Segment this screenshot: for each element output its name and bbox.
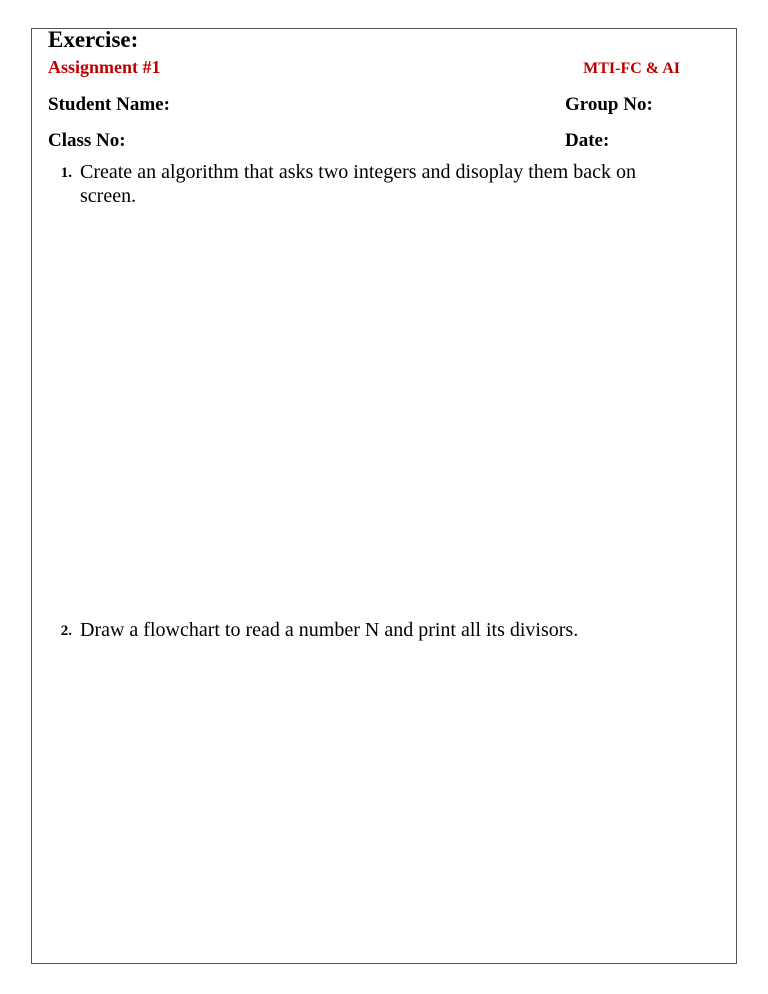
question-1-number: 1. bbox=[60, 165, 72, 181]
question-2-text: Draw a flowchart to read a number N and print all its divisors. bbox=[80, 619, 579, 641]
class-no-label: Class No: bbox=[48, 130, 126, 151]
group-no-label: Group No: bbox=[565, 94, 653, 115]
date-label: Date: bbox=[565, 130, 610, 151]
question-1-text: Create an algorithm that asks two integers and disoplay them back on screen. bbox=[80, 161, 636, 207]
student-name-label: Student Name: bbox=[48, 94, 170, 115]
exercise-heading: Exercise: bbox=[48, 27, 139, 52]
question-2-number: 2. bbox=[60, 623, 72, 639]
institute-label: MTI-FC & AI bbox=[583, 60, 680, 77]
question-2 bbox=[48, 618, 708, 642]
assignment-title: Assignment #1 bbox=[48, 57, 161, 77]
question-1 bbox=[48, 160, 668, 208]
